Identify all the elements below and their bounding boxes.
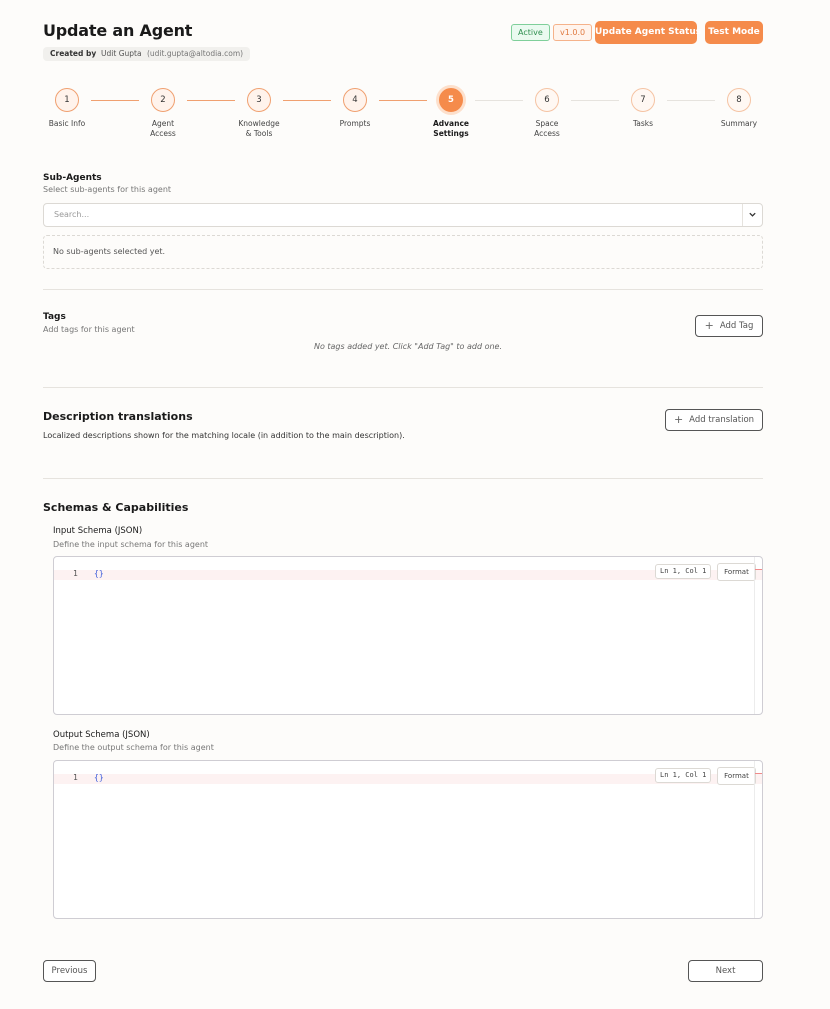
plus-icon: + [673, 413, 684, 426]
add-translation-button[interactable] [665, 409, 763, 431]
step-space-access[interactable] [517, 88, 577, 139]
step-basic-info[interactable] [37, 88, 97, 129]
editor-scrollbar[interactable] [754, 557, 762, 714]
chevron-down-icon[interactable] [742, 204, 762, 226]
step-connector [379, 100, 427, 101]
step-label: Tasks [632, 119, 654, 128]
sub-agents-empty-state [43, 235, 763, 269]
update-agent-status-button[interactable]: Update Agent Status [595, 21, 697, 44]
search-placeholder: Search... [54, 210, 90, 219]
sub-agents-title: Sub-Agents [43, 173, 102, 183]
translations-title: Description translations [43, 410, 193, 423]
step-label: Summary [720, 119, 758, 128]
step-label: Space Access [534, 119, 560, 138]
step-label: Prompts [339, 119, 371, 128]
sub-agents-empty-text: No sub-agents selected yet. [53, 247, 166, 256]
format-button[interactable]: Format [717, 563, 756, 581]
add-tag-button[interactable] [695, 315, 763, 337]
stepper [0, 88, 830, 148]
step-connector [283, 100, 331, 101]
created-by-badge [43, 47, 250, 61]
tags-subtitle: Add tags for this agent [43, 325, 135, 334]
step-agent-access[interactable] [133, 88, 193, 139]
scrollbar-marker [755, 569, 762, 570]
created-by-label: Created by [50, 49, 97, 58]
created-by-name: Udit Gupta [101, 49, 142, 58]
page-title: Update an Agent [43, 21, 193, 40]
schemas-title: Schemas & Capabilities [43, 501, 189, 514]
step-number: 8 [727, 88, 751, 112]
step-connector [667, 100, 715, 101]
step-number: 4 [343, 88, 367, 112]
step-connector [187, 100, 235, 101]
step-knowledge-tools[interactable] [229, 88, 289, 139]
step-label: Agent Access [150, 119, 176, 138]
translations-description: Localized descriptions shown for the matching locale (in addition to the main description). [43, 431, 405, 440]
code-content[interactable]: {} [94, 773, 104, 782]
step-number: 6 [535, 88, 559, 112]
step-connector [475, 100, 523, 101]
editor-scrollbar[interactable] [754, 761, 762, 918]
add-tag-label: Add Tag [719, 321, 754, 331]
step-tasks[interactable] [613, 88, 673, 129]
step-connector [571, 100, 619, 101]
step-label: Knowledge & Tools [238, 119, 280, 138]
format-button[interactable]: Format [717, 767, 756, 785]
output-schema-editor[interactable] [53, 760, 763, 919]
output-schema-title: Output Schema (JSON) [53, 730, 150, 740]
created-by-email: (udit.gupta@altodia.com) [146, 49, 244, 58]
tags-title: Tags [43, 312, 66, 322]
step-number: 5 [439, 88, 463, 112]
step-number: 2 [151, 88, 175, 112]
step-number: 3 [247, 88, 271, 112]
next-button[interactable]: Next [688, 960, 763, 982]
version-badge: v1.0.0 [553, 24, 592, 41]
test-mode-button[interactable]: Test Mode [705, 21, 763, 44]
cursor-position: Ln 1, Col 1 [655, 564, 711, 579]
plus-icon: + [704, 319, 714, 332]
output-schema-subtitle: Define the output schema for this agent [53, 743, 214, 752]
scrollbar-marker [755, 773, 762, 774]
cursor-position: Ln 1, Col 1 [655, 768, 711, 783]
input-schema-subtitle: Define the input schema for this agent [53, 540, 209, 549]
step-label: Advance Settings [433, 119, 469, 138]
step-number: 7 [631, 88, 655, 112]
previous-button[interactable]: Previous [43, 960, 96, 982]
input-schema-title: Input Schema (JSON) [53, 526, 143, 536]
step-summary[interactable] [709, 88, 769, 129]
add-translation-label: Add translation [689, 415, 755, 425]
tags-empty-text: No tags added yet. Click "Add Tag" to add one. [313, 342, 503, 351]
sub-agents-search-input[interactable] [43, 203, 763, 227]
line-number: 1 [73, 773, 78, 782]
line-number: 1 [73, 569, 78, 578]
input-schema-editor[interactable] [53, 556, 763, 715]
section-divider [43, 289, 763, 290]
status-badge: Active [511, 24, 550, 41]
section-divider [43, 387, 763, 388]
sub-agents-subtitle: Select sub-agents for this agent [43, 185, 172, 194]
section-divider [43, 478, 763, 479]
step-number: 1 [55, 88, 79, 112]
step-connector [91, 100, 139, 101]
step-prompts[interactable] [325, 88, 385, 129]
step-label: Basic Info [48, 119, 86, 128]
code-content[interactable]: {} [94, 569, 104, 578]
step-advance-settings[interactable] [421, 88, 481, 139]
